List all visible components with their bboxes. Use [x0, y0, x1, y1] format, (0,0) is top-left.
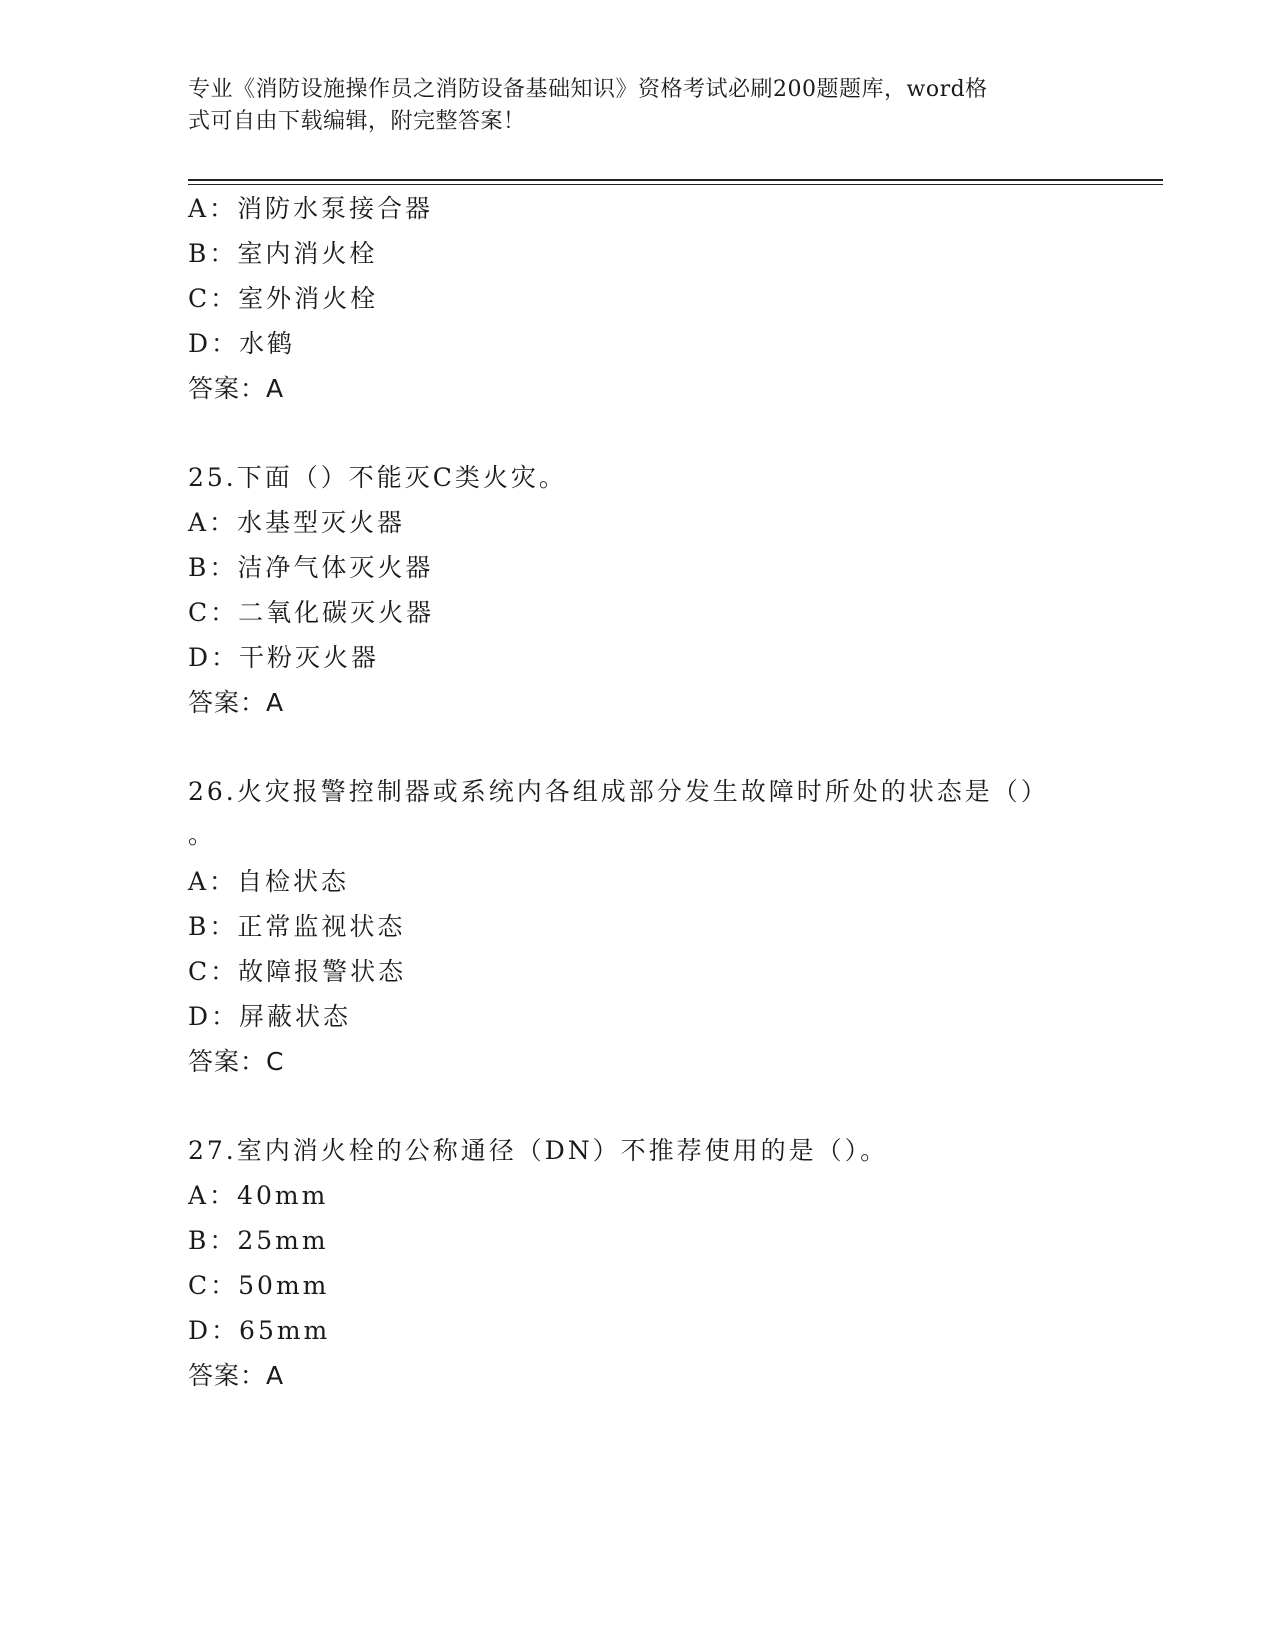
header-divider-thick — [188, 179, 1163, 181]
document-header — [188, 74, 1068, 138]
header-line-2: 式可自由下载编辑，附完整答案！ — [188, 109, 526, 134]
q26-option-d: D：屏蔽状态 — [188, 1002, 352, 1031]
q24-option-c: C：室外消火栓 — [188, 284, 379, 313]
q27-option-c: C：50mm — [188, 1271, 330, 1300]
q26-option-a: A：自检状态 — [188, 867, 350, 896]
q25-option-b: B：洁净气体灭火器 — [188, 553, 434, 582]
q25-option-c: C：二氧化碳灭火器 — [188, 598, 435, 627]
q26-question-line-2: 。 — [188, 820, 217, 849]
q25-question: 25.下面（）不能灭C类火灾。 — [188, 463, 567, 492]
q24-option-d: D：水鹤 — [188, 329, 296, 358]
q27-question: 27.室内消火栓的公称通径（DN）不推荐使用的是（）。 — [188, 1136, 889, 1165]
q26-option-b: B：正常监视状态 — [188, 912, 406, 941]
q24-option-b: B：室内消火栓 — [188, 239, 378, 268]
q27-answer: 答案：A — [188, 1361, 285, 1390]
q26-question-line-1: 26.火灾报警控制器或系统内各组成部分发生故障时所处的状态是（） — [188, 777, 1049, 806]
q25-option-d: D：干粉灭火器 — [188, 643, 380, 672]
q25-answer: 答案：A — [188, 688, 285, 717]
header-line-1: 专业《消防设施操作员之消防设备基础知识》资格考试必刷200题题库，word格 — [188, 77, 988, 102]
q26-answer: 答案：C — [188, 1047, 285, 1076]
q24-option-a: A：消防水泵接合器 — [188, 194, 434, 223]
q27-option-d: D：65mm — [188, 1316, 331, 1345]
q26-option-c: C：故障报警状态 — [188, 957, 407, 986]
q25-option-a: A：水基型灭火器 — [188, 508, 406, 537]
header-divider-thin — [188, 184, 1163, 185]
q27-option-a: A：40mm — [188, 1181, 329, 1210]
q27-option-b: B：25mm — [188, 1226, 329, 1255]
q24-answer: 答案：A — [188, 374, 285, 403]
